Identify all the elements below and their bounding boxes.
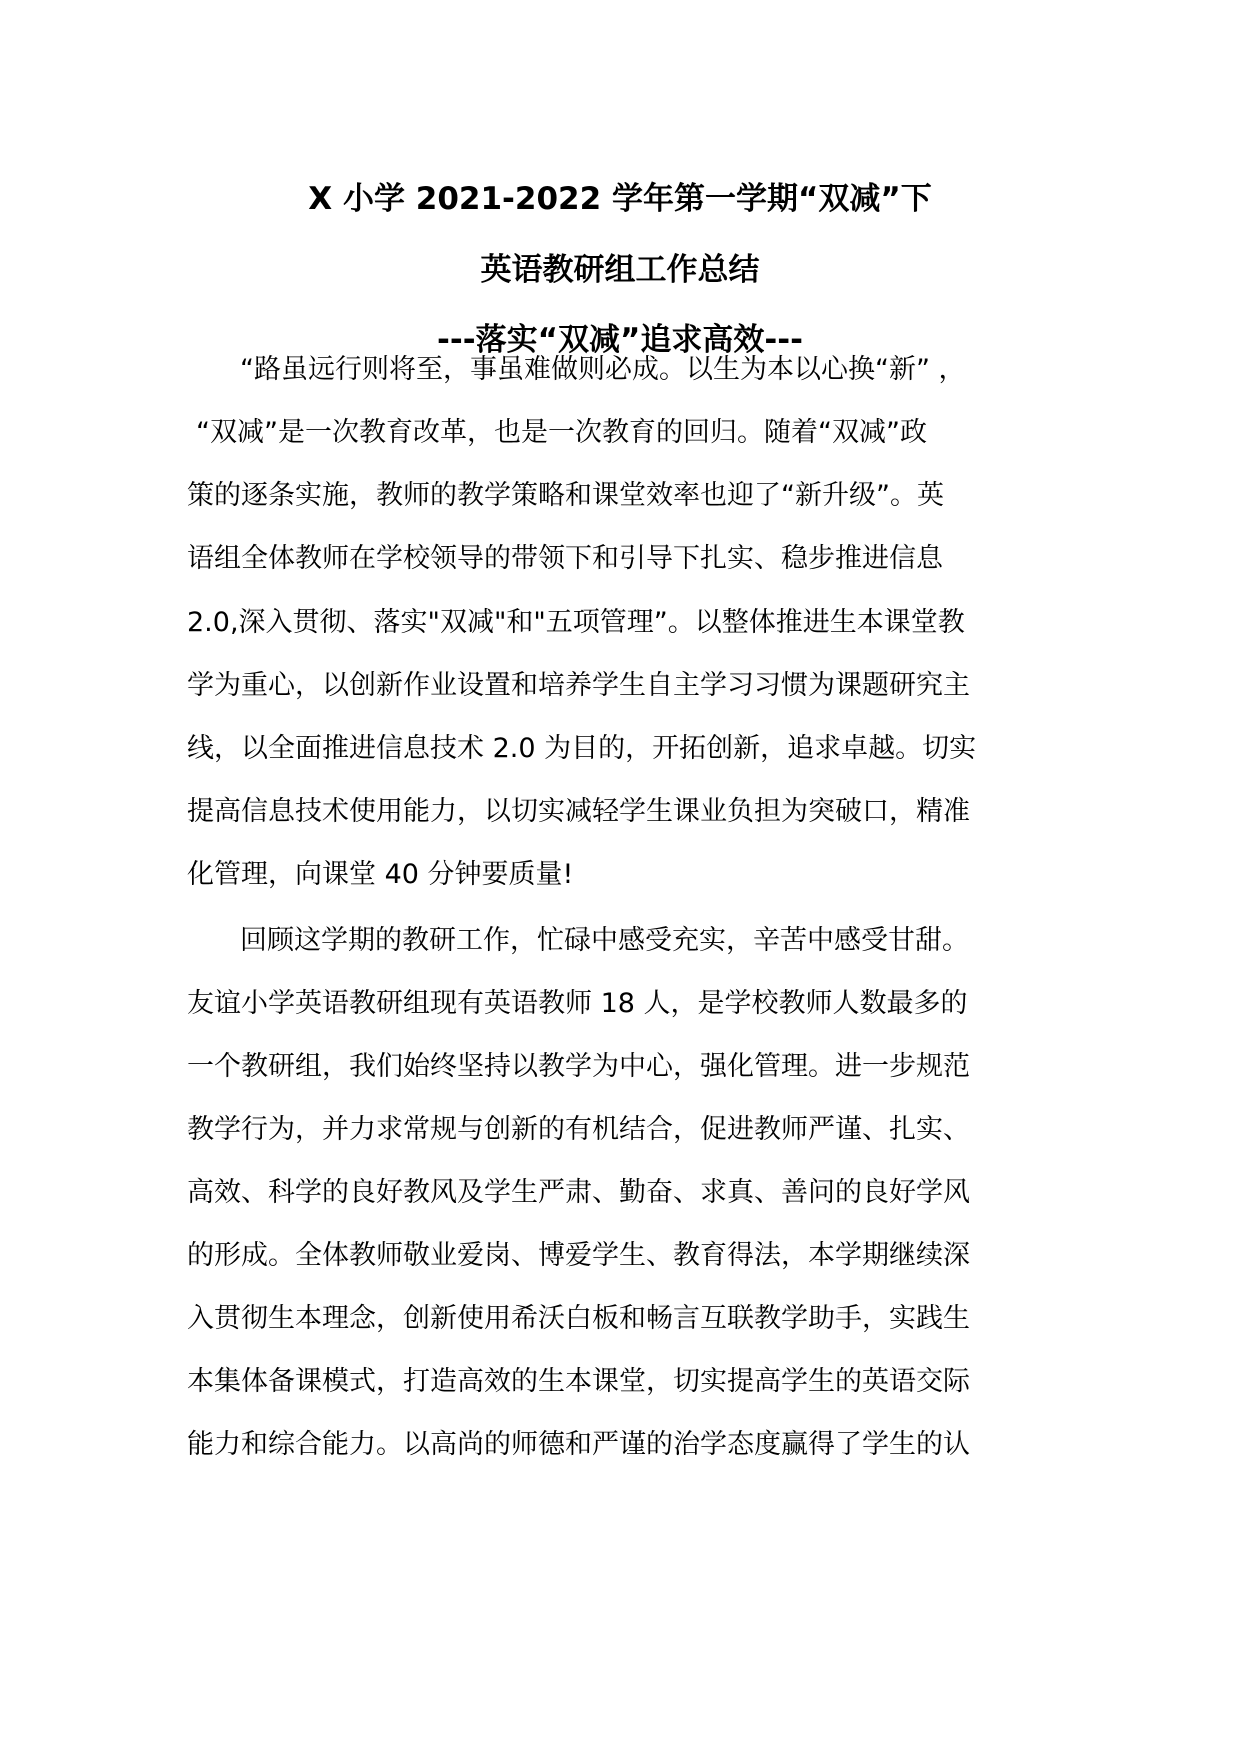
body-line: 一个教研组，我们始终坚持以教学为中心，强化管理。进一步规范 bbox=[187, 1051, 970, 1082]
body-line: 学为重心，以创新作业设置和培养学生自主学习习惯为课题研究主 bbox=[187, 670, 970, 701]
body-line: 入贯彻生本理念，创新使用希沃白板和畅言互联教学助手，实践生 bbox=[187, 1303, 970, 1334]
document-title-line2: 英语教研组工作总结 bbox=[480, 252, 760, 288]
body-line: 回顾这学期的教研工作，忙碌中感受充实，辛苦中感受甘甜。 bbox=[240, 925, 969, 956]
body-line: 2.0,深入贯彻、落实"双减"和"五项管理”。以整体推进生本课堂教 bbox=[187, 607, 965, 638]
body-line: 教学行为，并力求常规与创新的有机结合，促进教师严谨、扎实、 bbox=[187, 1114, 970, 1145]
body-line: 化管理，向课堂 40 分钟要质量! bbox=[187, 859, 574, 890]
document-title: X 小学 2021-2022 学年第一学期“双减”下 bbox=[308, 181, 932, 217]
body-line: 高效、科学的良好教风及学生严肃、勤奋、求真、善问的良好学风 bbox=[187, 1177, 970, 1208]
body-line: 策的逐条实施，教师的教学策略和课堂效率也迎了“新升级”。英 bbox=[187, 480, 944, 511]
body-line: “双减”是一次教育改革，也是一次教育的回归。随着“双减”政 bbox=[196, 417, 927, 448]
body-line: 友谊小学英语教研组现有英语教师 18 人，是学校教师人数最多的 bbox=[187, 988, 968, 1019]
body-line: 线，以全面推进信息技术 2.0 为目的，开拓创新，追求卓越。切实 bbox=[187, 733, 977, 764]
body-line: 语组全体教师在学校领导的带领下和引导下扎实、稳步推进信息 bbox=[187, 543, 943, 574]
document-subtitle: ---落实“双减”追求高效--- bbox=[437, 322, 803, 358]
body-line: 提高信息技术使用能力，以切实减轻学生课业负担为突破口，精准 bbox=[187, 796, 970, 827]
body-line: 本集体备课模式，打造高效的生本课堂，切实提高学生的英语交际 bbox=[187, 1366, 970, 1397]
body-line: “路虽远行则将至，事虽难做则必成。以生为本以心换“新” ， bbox=[240, 354, 966, 385]
body-line: 能力和综合能力。以高尚的师德和严谨的治学态度赢得了学生的认 bbox=[187, 1429, 970, 1460]
body-line: 的形成。全体教师敬业爱岗、博爱学生、教育得法，本学期继续深 bbox=[187, 1240, 970, 1271]
